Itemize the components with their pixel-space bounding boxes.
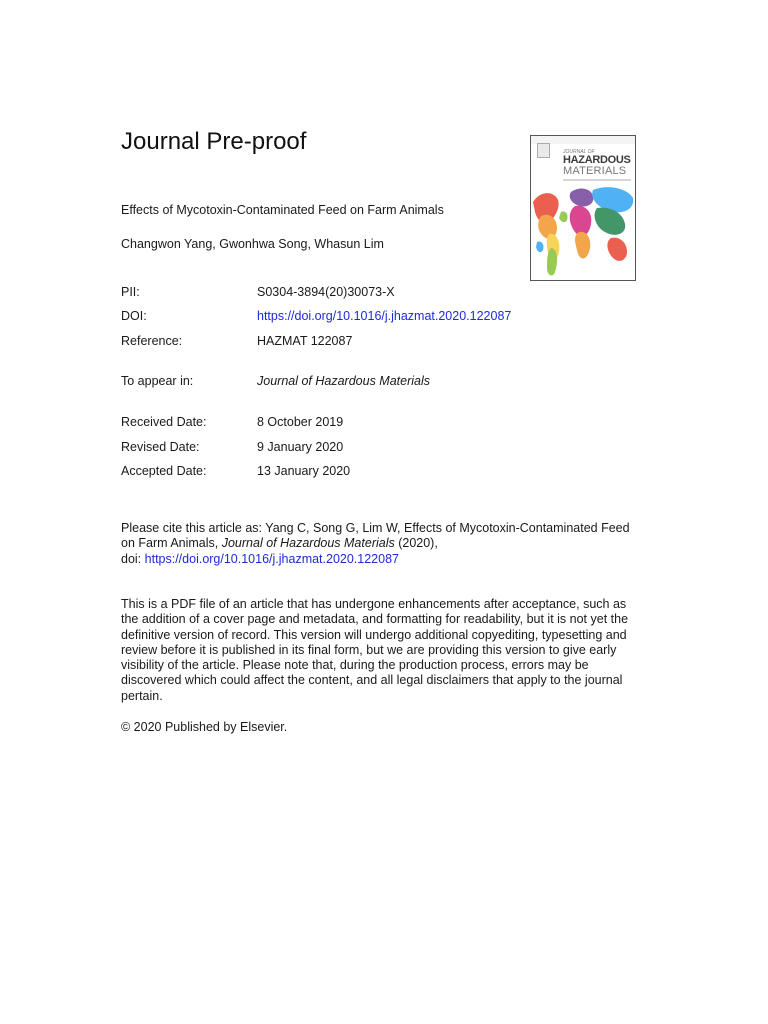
cover-title-materials: MATERIALS bbox=[563, 165, 627, 177]
doi-link[interactable]: https://doi.org/10.1016/j.jhazmat.2020.122087 bbox=[257, 309, 512, 323]
elsevier-logo-icon bbox=[537, 143, 550, 158]
citation-doi-prefix: doi: bbox=[121, 551, 145, 566]
revised-date-value: 9 January 2020 bbox=[257, 440, 344, 454]
reference-value: HAZMAT 122087 bbox=[257, 334, 353, 348]
pii-label: PII: bbox=[121, 285, 140, 299]
article-authors: Changwon Yang, Gwonhwa Song, Whasun Lim bbox=[121, 237, 384, 251]
citation-line-2-suffix: (2020), bbox=[394, 536, 438, 551]
citation-line-2-prefix: on Farm Animals, bbox=[121, 536, 222, 551]
journal-pre-proof-label: Journal Pre-proof bbox=[121, 128, 307, 155]
received-date-value: 8 October 2019 bbox=[257, 415, 344, 429]
article-title: Effects of Mycotoxin-Contaminated Feed on Farm Animals bbox=[121, 203, 444, 217]
journal-cover-image bbox=[530, 135, 636, 281]
copyright-notice: © 2020 Published by Elsevier. bbox=[121, 720, 288, 734]
accepted-date-value: 13 January 2020 bbox=[257, 464, 351, 478]
revised-date-label: Revised Date: bbox=[121, 440, 200, 454]
cover-journal-of: JOURNAL OF bbox=[563, 149, 595, 155]
preproof-notice-paragraph: This is a PDF file of an article that has undergone enhancements after acceptance, such as the addition of a cover page and metadata, and formatting for readability, but it is not yet the definitive version of record. This version will undergo additional copyediting, typesetting and review before it is published in its final form, but we are providing this version to give early visibility of the article. Please note that, during the production process, errors may be discovered which could affect the content, and all legal disclaimers that apply to the journal pertain. bbox=[121, 597, 629, 703]
citation-line-2 bbox=[121, 536, 661, 551]
received-date-label: Received Date: bbox=[121, 415, 207, 429]
pii-value: S0304-3894(20)30073-X bbox=[257, 285, 395, 299]
citation-paragraph bbox=[121, 521, 661, 567]
citation-journal-name: Journal of Hazardous Materials bbox=[221, 536, 395, 551]
cover-fineprint bbox=[563, 179, 631, 181]
accepted-date-label: Accepted Date: bbox=[121, 464, 207, 478]
doi-label: DOI: bbox=[121, 309, 147, 323]
citation-line-1: Please cite this article as: Yang C, Song G, Lim W, Effects of Mycotoxin-Contaminated Feed bbox=[121, 521, 630, 535]
appear-in-value: Journal of Hazardous Materials bbox=[257, 374, 430, 388]
appear-in-label: To appear in: bbox=[121, 374, 194, 388]
cover-title-hazardous: HAZARDOUS bbox=[563, 154, 631, 166]
citation-doi-link[interactable]: https://doi.org/10.1016/j.jhazmat.2020.122087 bbox=[144, 551, 399, 566]
cover-world-map-art bbox=[531, 182, 635, 280]
reference-label: Reference: bbox=[121, 334, 183, 348]
citation-line-3 bbox=[121, 552, 661, 567]
